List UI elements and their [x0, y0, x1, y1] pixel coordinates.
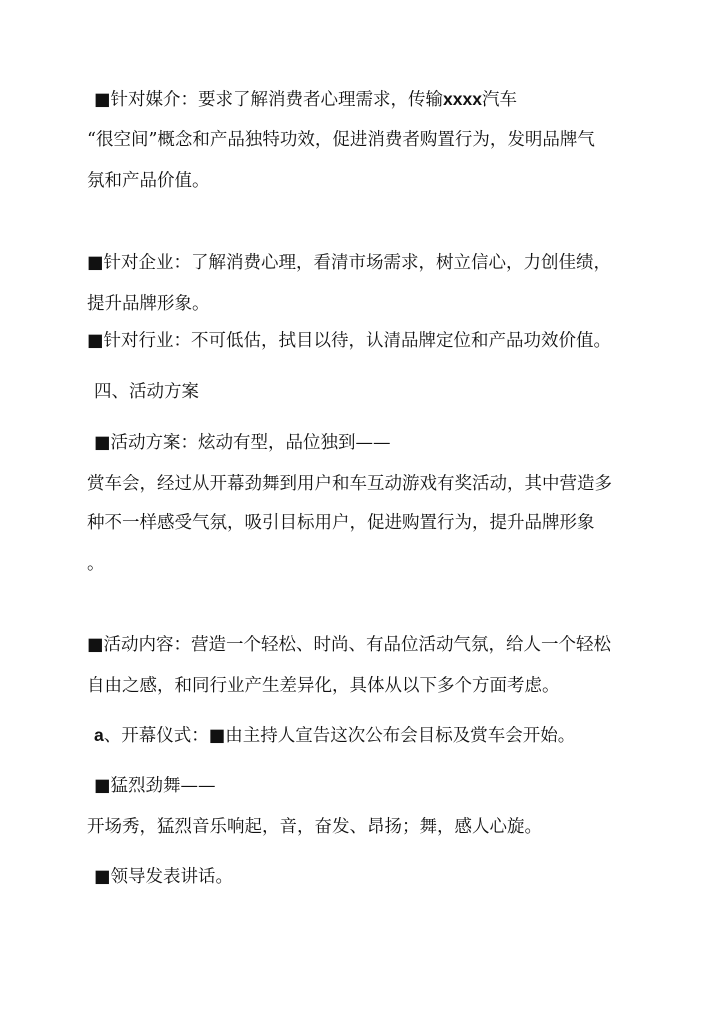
- paragraph-media-line-1: [94, 88, 517, 111]
- paragraph-content-line-1: ■活动内容：营造一个轻松、时尚、有品位活动气氛，给人一个轻松: [87, 635, 612, 655]
- paragraph-plan-line-3: 种不一样感受气氛，吸引目标用户，促进购置行为，提升品牌形象: [87, 513, 595, 533]
- paragraph-opening-line: [94, 724, 575, 747]
- media-text-placeholder: xxxx: [443, 89, 482, 109]
- opening-item-letter: a: [94, 725, 104, 745]
- paragraph-content-line-2: 自由之感，和同行业产生差异化，具体从以下多个方面考虑。: [87, 676, 560, 696]
- paragraph-media-line-2: “很空间”概念和产品独特功效，促进消费者购置行为，发明品牌气: [87, 130, 595, 150]
- paragraph-speech-line: ■领导发表讲话。: [94, 867, 234, 887]
- paragraph-plan-line-2: 赏车会，经过从开幕劲舞到用户和车互动游戏有奖活动，其中营造多: [87, 474, 612, 494]
- paragraph-enterprise-line-2: 提升品牌形象。: [87, 294, 210, 314]
- section-heading: 四、活动方案: [94, 382, 199, 402]
- opening-item-text: 、开幕仪式：■由主持人宣告这次公布会目标及赏车会开始。: [103, 726, 576, 746]
- media-text-part-2: 汽车: [481, 90, 517, 110]
- paragraph-dance-line-2: 开场秀，猛烈音乐响起，音，奋发、昂扬；舞，感人心旋。: [87, 817, 542, 837]
- paragraph-media-line-3: 氛和产品价值。: [87, 171, 210, 191]
- paragraph-industry-line: ■针对行业：不可低估，拭目以待，认清品牌定位和产品功效价值。: [87, 331, 612, 351]
- paragraph-enterprise-line-1: ■针对企业：了解消费心理，看清市场需求，树立信心，力创佳绩，: [87, 253, 612, 273]
- paragraph-dance-line-1: ■猛烈劲舞——: [94, 776, 216, 796]
- paragraph-plan-line-4: 。: [87, 554, 105, 574]
- paragraph-plan-line-1: ■活动方案：炫动有型，品位独到——: [94, 433, 391, 453]
- media-text-part-1: ■针对媒介：要求了解消费者心理需求，传输: [94, 90, 444, 110]
